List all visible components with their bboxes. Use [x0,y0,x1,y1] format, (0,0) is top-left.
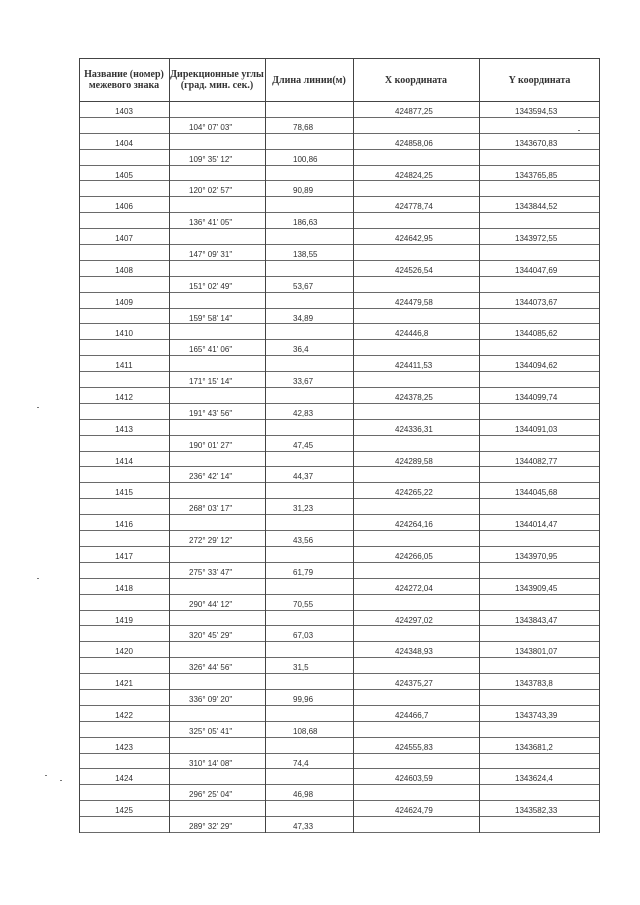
table-row [79,388,600,404]
y-coordinate: 1343582,33 [515,806,558,816]
table-body [79,102,600,833]
direction-angle: 268° 03' 17" [189,504,233,514]
table-row [79,277,600,293]
point-name: 1416 [115,520,133,530]
x-coordinate: 424858,06 [395,138,433,148]
scan-speck [37,407,39,408]
x-coordinate: 424466,7 [395,710,429,720]
direction-angle: 275° 33' 47" [189,567,233,577]
direction-angle: 289° 32' 29" [189,822,233,832]
direction-angle: 310° 14' 08" [189,758,233,768]
x-coordinate: 424411,53 [395,361,433,371]
table-row [79,467,600,483]
point-name: 1419 [115,615,133,625]
table-row [79,483,600,499]
x-coordinate: 424778,74 [395,202,433,212]
point-name: 1403 [115,107,133,116]
table-row [79,340,600,356]
y-coordinate: 1343909,45 [515,583,558,593]
table-row [79,785,600,801]
x-coordinate: 424289,58 [395,456,433,466]
point-name: 1421 [115,679,133,689]
table-row [79,658,600,674]
line-length: 78,68 [293,122,314,132]
direction-angle: 171° 15' 14" [189,377,233,387]
y-coordinate: 1344082,77 [515,456,558,466]
x-coordinate: 424272,04 [395,583,433,593]
y-coordinate: 1343594,53 [515,107,558,116]
table-row [79,722,600,738]
line-length: 31,5 [293,663,309,673]
x-coordinate: 424348,93 [395,647,433,657]
line-length: 34,89 [293,313,314,323]
table-row [79,738,600,754]
x-coordinate: 424526,54 [395,265,433,275]
header-direction-angle: Дирекционные углы (град. мин. сек.) [170,69,264,91]
line-length: 47,45 [293,440,314,450]
table-row [79,515,600,531]
line-length: 70,55 [293,599,314,609]
line-length: 61,79 [293,567,314,577]
y-coordinate: 1344045,68 [515,488,558,498]
direction-angle: 120° 02' 57" [189,186,233,196]
table-row [79,102,600,118]
point-name: 1406 [115,202,133,212]
x-coordinate: 424877,25 [395,107,433,116]
y-coordinate: 1343681,2 [515,742,553,752]
x-coordinate: 424265,22 [395,488,433,498]
table-row [79,150,600,166]
y-coordinate: 1343783,8 [515,679,553,689]
table-row [79,769,600,785]
point-name: 1410 [115,329,133,339]
point-name: 1413 [115,424,133,434]
x-coordinate: 424297,02 [395,615,433,625]
y-coordinate: 1343670,83 [515,138,558,148]
direction-angle: 159° 58' 14" [189,313,233,323]
y-coordinate: 1344094,62 [515,361,558,371]
direction-angle: 165° 41' 06" [189,345,233,355]
table-row [79,436,600,452]
point-name: 1411 [115,361,133,371]
line-length: 33,67 [293,377,314,387]
table-header [79,58,600,102]
x-coordinate: 424555,83 [395,742,433,752]
line-length: 108,68 [293,726,318,736]
point-name: 1420 [115,647,133,657]
x-coordinate: 424479,58 [395,297,433,307]
x-coordinate: 424336,31 [395,424,433,434]
y-coordinate: 1343844,52 [515,202,558,212]
table-row [79,706,600,722]
point-name: 1407 [115,234,133,244]
table-row [79,690,600,706]
point-name: 1425 [115,806,133,816]
line-length: 42,83 [293,408,314,418]
y-coordinate: 1344091,03 [515,424,558,434]
header-y-coordinate: Y координата [508,74,571,86]
table-row [79,531,600,547]
table-row [79,293,600,309]
line-length: 47,33 [293,822,314,832]
direction-angle: 236° 42' 14" [189,472,233,482]
y-coordinate: 1344014,47 [515,520,558,530]
table-row [79,579,600,595]
x-coordinate: 424824,25 [395,170,433,180]
header-point-name: Название (номер) межевого знака [84,69,164,91]
table-row [79,245,600,261]
point-name: 1415 [115,488,133,498]
line-length: 31,23 [293,504,314,514]
x-coordinate: 424266,05 [395,551,433,561]
table-row [79,309,600,325]
column-divider [479,58,480,833]
point-name: 1418 [115,583,133,593]
direction-angle: 191° 43' 56" [189,408,233,418]
point-name: 1412 [115,393,133,403]
column-divider [265,58,266,833]
line-length: 44,37 [293,472,314,482]
x-coordinate: 424446,8 [395,329,429,339]
table-row [79,118,600,134]
y-coordinate: 1343972,55 [515,234,558,244]
table-row [79,324,600,340]
column-divider [169,58,170,833]
point-name: 1422 [115,710,133,720]
header-line-length: Длина линии(м) [272,74,346,86]
y-coordinate: 1344099,74 [515,393,558,403]
direction-angle: 290° 44' 12" [189,599,233,609]
direction-angle: 136° 41' 05" [189,218,233,228]
x-coordinate: 424264,16 [395,520,433,530]
table-row [79,197,600,213]
point-name: 1417 [115,551,133,561]
direction-angle: 272° 29' 12" [189,536,233,546]
point-name: 1423 [115,742,133,752]
point-name: 1424 [115,774,133,784]
line-length: 138,55 [293,250,318,260]
direction-angle: 109° 35' 12" [189,154,233,164]
table-row [79,754,600,770]
line-length: 43,56 [293,536,314,546]
table-row [79,499,600,515]
table-row [79,563,600,579]
point-name: 1414 [115,456,133,466]
table-row [79,801,600,817]
table-row [79,181,600,197]
scan-speck [45,775,47,776]
table-row [79,420,600,436]
line-length: 90,89 [293,186,314,196]
line-length: 53,67 [293,281,314,291]
direction-angle: 325° 05' 41" [189,726,233,736]
column-divider [353,58,354,833]
table-row [79,626,600,642]
line-length: 67,03 [293,631,314,641]
y-coordinate: 1343765,85 [515,170,558,180]
table-row [79,229,600,245]
table-row [79,611,600,627]
direction-angle: 151° 02' 49" [189,281,233,291]
direction-angle: 336° 09' 20" [189,694,233,704]
y-coordinate: 1343970,95 [515,551,558,561]
direction-angle: 320° 45' 29" [189,631,233,641]
point-name: 1408 [115,265,133,275]
table-row [79,166,600,182]
scan-speck [60,780,62,781]
y-coordinate: 1344047,69 [515,265,558,275]
table-row [79,642,600,658]
y-coordinate: 1343624,4 [515,774,553,784]
point-name: 1405 [115,170,133,180]
table-row [79,356,600,372]
table-row [79,817,600,833]
table-row [79,674,600,690]
direction-angle: 326° 44' 56" [189,663,233,673]
line-length: 46,98 [293,790,314,800]
y-coordinate: 1343801,07 [515,647,558,657]
table-row [79,213,600,229]
x-coordinate: 424603,59 [395,774,433,784]
coordinates-table [79,58,600,833]
point-name: 1404 [115,138,133,148]
header-x-coordinate: X координата [384,74,448,86]
line-length: 99,96 [293,694,314,704]
table-row [79,372,600,388]
direction-angle: 296° 25' 04" [189,790,233,800]
x-coordinate: 424642,95 [395,234,433,244]
table-row [79,261,600,277]
direction-angle: 190° 01' 27" [189,440,233,450]
y-coordinate: 1344073,67 [515,297,558,307]
table-row [79,134,600,150]
y-coordinate: 1343743,39 [515,710,558,720]
x-coordinate: 424624,79 [395,806,433,816]
table-row [79,404,600,420]
direction-angle: 104° 07' 03" [189,122,233,132]
column-divider [599,58,600,833]
table-row [79,547,600,563]
table-row [79,452,600,468]
y-coordinate: 1344085,62 [515,329,558,339]
scan-speck [37,578,39,579]
y-coordinate: 1343843,47 [515,615,558,625]
x-coordinate: 424375,27 [395,679,433,689]
table-row [79,595,600,611]
scan-speck [578,130,580,131]
line-length: 74,4 [293,758,309,768]
x-coordinate: 424378,25 [395,393,433,403]
direction-angle: 147° 09' 31" [189,250,233,260]
point-name: 1409 [115,297,133,307]
line-length: 100,86 [293,154,318,164]
column-divider [79,58,80,833]
line-length: 186,63 [293,218,318,228]
line-length: 36,4 [293,345,309,355]
